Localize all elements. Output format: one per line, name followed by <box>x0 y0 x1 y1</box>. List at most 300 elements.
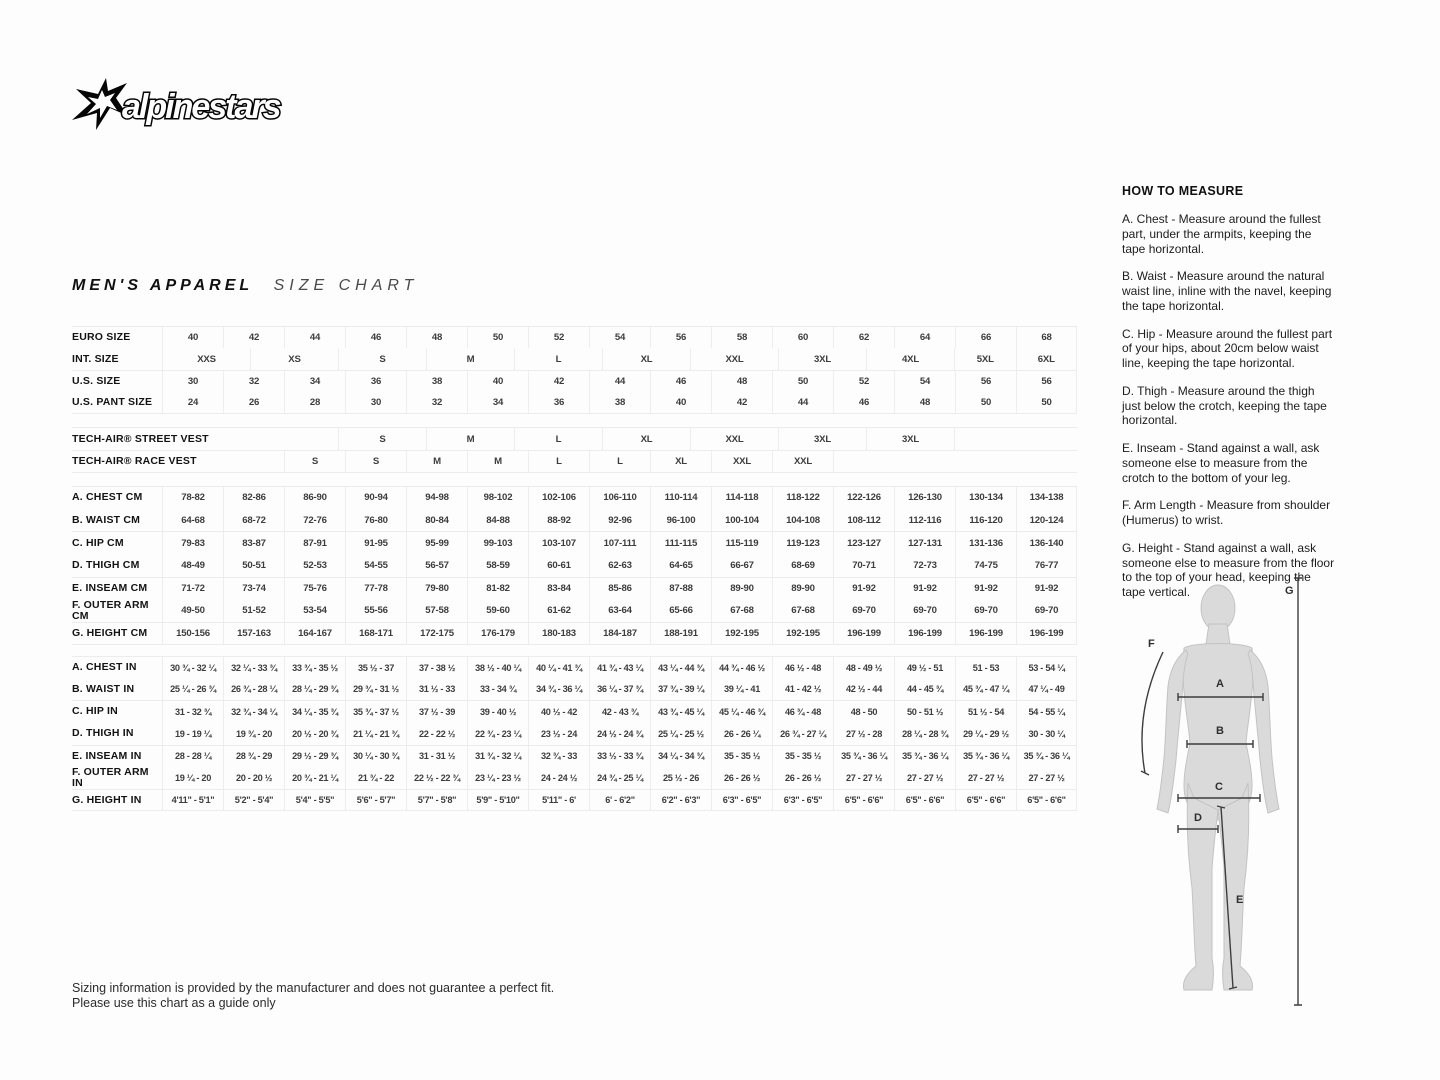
size-cell: 21 ¾ - 22 <box>345 767 406 789</box>
size-cell: 123-127 <box>833 532 894 554</box>
size-cell: 39 - 40 ½ <box>467 701 528 722</box>
table-row <box>72 370 1077 392</box>
size-cell: 35 ¾ - 36 ¼ <box>833 746 894 767</box>
size-cell: 44 ¾ - 46 ½ <box>711 657 772 678</box>
size-cell: 60-61 <box>528 554 589 577</box>
size-cell: 37 ¾ - 39 ¼ <box>650 678 711 700</box>
size-cell: 29 ¼ - 29 ½ <box>955 723 1016 745</box>
size-cell: 184-187 <box>589 623 650 644</box>
size-cell: 5'11" - 6' <box>528 790 589 810</box>
row-cells <box>162 532 1077 554</box>
size-cell: 23 ½ - 24 <box>528 723 589 745</box>
size-cell: 26 ¾ - 28 ¼ <box>223 678 284 700</box>
size-cell: 95-99 <box>406 532 467 554</box>
size-cell: 68-72 <box>223 509 284 532</box>
size-cell <box>1016 428 1078 450</box>
size-cell: 62 <box>833 327 894 348</box>
size-cell: 56-57 <box>406 554 467 577</box>
size-cell: 104-108 <box>772 509 833 532</box>
row-cells <box>162 701 1077 722</box>
table-row <box>72 554 1077 577</box>
size-cell: 36 <box>528 392 589 413</box>
size-cell: 122-126 <box>833 487 894 509</box>
row-label: U.S. PANT SIZE <box>72 396 153 408</box>
row-cells <box>162 790 1077 810</box>
size-cell: 5'2" - 5'4" <box>223 790 284 810</box>
size-cell: 134-138 <box>1016 487 1077 509</box>
row-cells <box>162 348 1077 370</box>
size-cell: 79-80 <box>406 578 467 600</box>
size-cell: XL <box>602 428 690 450</box>
size-cell: 20 ½ - 20 ¾ <box>284 723 345 745</box>
row-cells <box>162 599 1077 622</box>
table-row <box>72 656 1077 678</box>
size-cell: 27 - 27 ½ <box>833 767 894 789</box>
size-cell: 34 ¼ - 34 ¾ <box>650 746 711 767</box>
size-cell: 32 ¾ - 34 ¼ <box>223 701 284 722</box>
size-cell: 188-191 <box>650 623 711 644</box>
size-cell: 192-195 <box>772 623 833 644</box>
size-cell: 91-95 <box>345 532 406 554</box>
size-cell: 66-67 <box>711 554 772 577</box>
table-row <box>72 789 1077 811</box>
size-cell: 31 ½ - 33 <box>406 678 467 700</box>
size-cell: 91-92 <box>955 578 1016 600</box>
size-cell: 24 ½ - 24 ¾ <box>589 723 650 745</box>
size-cell: 50 - 51 ½ <box>894 701 955 722</box>
size-cell: 107-111 <box>589 532 650 554</box>
size-cell: 24 <box>162 392 223 413</box>
size-cell: 127-131 <box>894 532 955 554</box>
size-cell: 3XL <box>778 348 866 370</box>
size-cell: 48 - 50 <box>833 701 894 722</box>
size-cell: 35 ¾ - 37 ½ <box>345 701 406 722</box>
row-cells <box>162 767 1077 789</box>
size-cell: 112-116 <box>894 509 955 532</box>
size-cell <box>833 451 894 472</box>
size-cell: 33 ½ - 33 ¾ <box>589 746 650 767</box>
row-label: D. THIGH CM <box>72 558 140 571</box>
size-cell: 61-62 <box>528 599 589 622</box>
size-cell: 30 ¼ - 30 ¾ <box>345 746 406 767</box>
row-label: G. HEIGHT IN <box>72 793 142 806</box>
row-cells <box>162 578 1077 600</box>
size-cell: XS <box>250 348 338 370</box>
size-cell: 24 ¾ - 25 ¼ <box>589 767 650 789</box>
size-cell: 46 ¾ - 48 <box>772 701 833 722</box>
measure-instruction: A. Chest - Measure around the fullest part, under the armpits, keeping the tape horizontal. <box>1122 212 1321 256</box>
size-cell: 44 <box>772 392 833 413</box>
size-cell: 92-96 <box>589 509 650 532</box>
size-cell: 99-103 <box>467 532 528 554</box>
size-cell: 26 - 26 ½ <box>711 767 772 789</box>
size-cell: S <box>345 451 406 472</box>
mark-d: D <box>1194 812 1202 824</box>
size-cell: 38 <box>589 392 650 413</box>
size-cell: M <box>426 348 514 370</box>
size-cell: L <box>589 451 650 472</box>
size-cell: 180-183 <box>528 623 589 644</box>
size-cell: 45 ¾ - 47 ¼ <box>955 678 1016 700</box>
size-cell: 30 <box>162 371 223 392</box>
mark-b: B <box>1216 725 1224 737</box>
size-cell: 63-64 <box>589 599 650 622</box>
alpinestars-logo <box>70 76 330 139</box>
size-cell: 54 <box>589 327 650 348</box>
size-cell: 150-156 <box>162 623 223 644</box>
size-cell: 100-104 <box>711 509 772 532</box>
size-cell: 164-167 <box>284 623 345 644</box>
size-cell: 20 - 20 ½ <box>223 767 284 789</box>
size-cell <box>955 451 1016 472</box>
size-cell: 6XL <box>1016 348 1078 370</box>
size-cell: 39 ¼ - 41 <box>711 678 772 700</box>
size-cell: 38 ½ - 40 ¼ <box>467 657 528 678</box>
size-cell: 44 - 45 ¾ <box>894 678 955 700</box>
table-row <box>72 678 1077 700</box>
mark-e: E <box>1236 894 1244 906</box>
size-cell: 41 - 42 ½ <box>772 678 833 700</box>
measure-instruction: G. Height - Stand against a wall, ask someone else to measure from the floor to the top of your head, keeping the tape vertical. <box>1122 540 1335 599</box>
size-cell: 84-88 <box>467 509 528 532</box>
size-cell: 28 - 28 ¼ <box>162 746 223 767</box>
size-cell: 196-199 <box>833 623 894 644</box>
size-cell: 59-60 <box>467 599 528 622</box>
size-cell: 79-83 <box>162 532 223 554</box>
how-to-measure-items <box>1122 212 1336 600</box>
row-label: F. OUTER ARM CM <box>72 598 149 622</box>
size-cell: 34 <box>284 371 345 392</box>
table-row <box>72 622 1077 645</box>
row-cells <box>162 509 1077 532</box>
size-cell: 110-114 <box>650 487 711 509</box>
size-cell: 42 <box>528 371 589 392</box>
size-cell: 53 - 54 ¼ <box>1016 657 1077 678</box>
size-cell: 66 <box>955 327 1016 348</box>
size-cell: 4XL <box>866 348 954 370</box>
size-cell: 30 <box>345 392 406 413</box>
size-cell: 45 ¼ - 46 ¾ <box>711 701 772 722</box>
row-label: A. CHEST CM <box>72 491 143 504</box>
size-cell: 42 <box>711 392 772 413</box>
page-title-primary: MEN'S APPAREL <box>72 277 254 294</box>
table-row <box>72 700 1077 722</box>
size-cell: 25 ¼ - 26 ¾ <box>162 678 223 700</box>
size-cell: 3XL <box>866 428 954 450</box>
size-cell: 42 ½ - 44 <box>833 678 894 700</box>
size-cell: 50 <box>955 392 1016 413</box>
size-cell: 26 ¾ - 27 ¼ <box>772 723 833 745</box>
size-cell <box>223 451 284 472</box>
size-cell: 26 - 26 ½ <box>772 767 833 789</box>
disclaimer <box>72 981 554 1011</box>
size-cell: 22 - 22 ½ <box>406 723 467 745</box>
row-cells <box>162 428 1077 450</box>
size-cell: 73-74 <box>223 578 284 600</box>
size-cell: 82-86 <box>223 487 284 509</box>
table-row <box>72 531 1077 554</box>
size-cell: 71-72 <box>162 578 223 600</box>
size-cell: XL <box>602 348 690 370</box>
size-cell: 26 <box>223 392 284 413</box>
size-cell: 48 <box>711 371 772 392</box>
size-cell: 56 <box>650 327 711 348</box>
size-cell: 40 <box>162 327 223 348</box>
size-cell: 40 ¼ - 41 ¾ <box>528 657 589 678</box>
row-cells <box>162 623 1077 644</box>
size-cell: 89-90 <box>711 578 772 600</box>
size-cell: 19 ¾ - 20 <box>223 723 284 745</box>
size-cell: L <box>528 451 589 472</box>
size-cell: 64-65 <box>650 554 711 577</box>
size-cell: 80-84 <box>406 509 467 532</box>
size-cell: 118-122 <box>772 487 833 509</box>
size-cell: 4'11" - 5'1" <box>162 790 223 810</box>
size-cell: 86-90 <box>284 487 345 509</box>
size-cell: 38 <box>406 371 467 392</box>
size-cell: 64 <box>894 327 955 348</box>
size-cell: 77-78 <box>345 578 406 600</box>
size-cell: 44 <box>589 371 650 392</box>
size-cell: 168-171 <box>345 623 406 644</box>
size-cell: 34 ¾ - 36 ¼ <box>528 678 589 700</box>
table-row <box>72 427 1077 450</box>
size-cell: 32 ¾ - 33 <box>528 746 589 767</box>
size-cell: 32 ¼ - 33 ¾ <box>223 657 284 678</box>
size-cell: 91-92 <box>894 578 955 600</box>
size-cell: 52 <box>528 327 589 348</box>
row-label: C. HIP IN <box>72 705 118 718</box>
size-cell: 68 <box>1016 327 1077 348</box>
disclaimer-line-1: Sizing information is provided by the manufacturer and does not guarantee a perfect fit. <box>72 981 555 995</box>
size-cell: 6'2" - 6'3" <box>650 790 711 810</box>
size-cell: L <box>514 428 602 450</box>
size-cell: 108-112 <box>833 509 894 532</box>
size-cell: 88-92 <box>528 509 589 532</box>
size-cell <box>894 451 955 472</box>
mark-g: G <box>1285 585 1294 597</box>
size-cell: 35 - 35 ½ <box>772 746 833 767</box>
row-label: U.S. SIZE <box>72 375 121 387</box>
row-cells <box>162 451 1077 472</box>
mark-a: A <box>1216 678 1224 690</box>
size-cell: 76-77 <box>1016 554 1077 577</box>
size-cell: 28 <box>284 392 345 413</box>
size-cell: 35 ¾ - 36 ¼ <box>1016 746 1077 767</box>
size-cell: 50 <box>772 371 833 392</box>
row-label: C. HIP CM <box>72 536 124 549</box>
size-cell: XXS <box>162 348 250 370</box>
size-cell: 76-80 <box>345 509 406 532</box>
size-cell: 41 ¾ - 43 ¼ <box>589 657 650 678</box>
row-label: TECH-AIR® STREET VEST <box>72 432 209 445</box>
size-cell: 176-179 <box>467 623 528 644</box>
size-cell: 85-86 <box>589 578 650 600</box>
table-section-cm <box>72 486 1077 645</box>
mark-c: C <box>1215 781 1223 793</box>
size-cell: 72-76 <box>284 509 345 532</box>
size-cell: 57-58 <box>406 599 467 622</box>
size-cell: 34 <box>467 392 528 413</box>
size-cell: 102-106 <box>528 487 589 509</box>
row-cells <box>162 371 1077 392</box>
table-row <box>72 392 1077 414</box>
size-cell: 51 ½ - 54 <box>955 701 1016 722</box>
size-cell: 131-136 <box>955 532 1016 554</box>
size-cell: 58-59 <box>467 554 528 577</box>
size-cell: 28 ¼ - 29 ¾ <box>284 678 345 700</box>
size-cell: 69-70 <box>833 599 894 622</box>
measure-instruction: D. Thigh - Measure around the thigh just below the crotch, keeping the tape horizontal. <box>1122 383 1327 428</box>
size-cell: 49-50 <box>162 599 223 622</box>
size-cell: 119-123 <box>772 532 833 554</box>
size-cell: 6'5" - 6'6" <box>955 790 1016 810</box>
table-row <box>72 745 1077 767</box>
size-cell: 56 <box>1016 371 1077 392</box>
table-row <box>72 723 1077 745</box>
size-cell: 69-70 <box>1016 599 1077 622</box>
row-cells <box>162 746 1077 767</box>
size-cell: 68-69 <box>772 554 833 577</box>
size-cell: 157-163 <box>223 623 284 644</box>
size-cell: M <box>426 428 514 450</box>
size-cell: L <box>514 348 602 370</box>
size-cell: 91-92 <box>833 578 894 600</box>
how-to-measure-title: HOW TO MEASURE <box>1122 184 1244 198</box>
size-cell: 64-68 <box>162 509 223 532</box>
row-label: E. INSEAM IN <box>72 749 142 762</box>
size-cell: 46 ½ - 48 <box>772 657 833 678</box>
size-table <box>72 326 1077 818</box>
row-label: B. WAIST IN <box>72 682 135 695</box>
size-cell: 67-68 <box>711 599 772 622</box>
size-cell: XXL <box>711 451 772 472</box>
size-cell: 172-175 <box>406 623 467 644</box>
table-row <box>72 486 1077 509</box>
size-cell: 42 <box>223 327 284 348</box>
size-cell: 48 - 49 ½ <box>833 657 894 678</box>
mark-f: F <box>1148 638 1155 650</box>
size-cell: 5'9" - 5'10" <box>467 790 528 810</box>
size-cell: 55-56 <box>345 599 406 622</box>
measurement-figure <box>1132 568 1317 1013</box>
page-title-secondary: SIZE CHART <box>273 277 419 294</box>
size-cell: 75-76 <box>284 578 345 600</box>
size-cell: 48 <box>406 327 467 348</box>
size-cell: S <box>338 348 426 370</box>
size-cell: 87-91 <box>284 532 345 554</box>
size-cell: XXL <box>772 451 833 472</box>
size-cell: 6'5" - 6'6" <box>1016 790 1077 810</box>
size-cell: 6'3" - 6'5" <box>711 790 772 810</box>
size-cell: 24 - 24 ½ <box>528 767 589 789</box>
table-row <box>72 577 1077 600</box>
size-cell: 78-82 <box>162 487 223 509</box>
size-cell: 28 ¼ - 28 ¾ <box>894 723 955 745</box>
size-cell: 46 <box>833 392 894 413</box>
how-to-measure-panel <box>1122 184 1336 613</box>
size-cell: XL <box>650 451 711 472</box>
size-cell: 31 ¾ - 32 ¼ <box>467 746 528 767</box>
table-section-sizes <box>72 326 1077 414</box>
size-cell: 26 - 26 ¼ <box>711 723 772 745</box>
size-cell: 53-54 <box>284 599 345 622</box>
row-cells <box>162 723 1077 745</box>
size-cell: 111-115 <box>650 532 711 554</box>
size-cell: 67-68 <box>772 599 833 622</box>
size-cell: 40 <box>650 392 711 413</box>
size-cell: 36 <box>345 371 406 392</box>
table-row <box>72 599 1077 622</box>
size-cell: 116-120 <box>955 509 1016 532</box>
size-cell: 44 <box>284 327 345 348</box>
size-cell: 54 - 55 ¼ <box>1016 701 1077 722</box>
size-cell: 6'3" - 6'5" <box>772 790 833 810</box>
size-cell: 192-195 <box>711 623 772 644</box>
size-cell: 40 <box>467 371 528 392</box>
size-cell: 29 ¾ - 31 ½ <box>345 678 406 700</box>
size-cell: 98-102 <box>467 487 528 509</box>
size-cell: 196-199 <box>1016 623 1077 644</box>
size-cell: 96-100 <box>650 509 711 532</box>
size-cell: 35 ¾ - 36 ¼ <box>955 746 1016 767</box>
size-cell: 103-107 <box>528 532 589 554</box>
measure-instruction: B. Waist - Measure around the natural waist line, inline with the navel, keeping the tape horizontal. <box>1122 269 1332 313</box>
size-cell: 72-73 <box>894 554 955 577</box>
alpinestars-star-icon <box>72 78 128 130</box>
size-cell: 22 ½ - 22 ¾ <box>406 767 467 789</box>
size-cell: 31 - 32 ¾ <box>162 701 223 722</box>
row-cells <box>162 657 1077 678</box>
size-cell: 48-49 <box>162 554 223 577</box>
table-row <box>72 348 1077 370</box>
size-cell: 52-53 <box>284 554 345 577</box>
size-cell: 35 ¾ - 36 ¼ <box>894 746 955 767</box>
size-cell: 40 ½ - 42 <box>528 701 589 722</box>
size-cell: 62-63 <box>589 554 650 577</box>
size-cell: 33 ¾ - 35 ½ <box>284 657 345 678</box>
disclaimer-line-2: Please use this chart as a guide only <box>72 996 276 1010</box>
row-cells <box>162 392 1077 413</box>
size-cell: 30 ¾ - 32 ¼ <box>162 657 223 678</box>
page-title <box>72 277 418 295</box>
size-cell: 27 - 27 ½ <box>955 767 1016 789</box>
size-cell: 32 <box>223 371 284 392</box>
size-cell: 126-130 <box>894 487 955 509</box>
size-cell: 27 - 27 ½ <box>894 767 955 789</box>
size-cell: 37 - 38 ½ <box>406 657 467 678</box>
size-cell: 37 ½ - 39 <box>406 701 467 722</box>
size-cell: 51 - 53 <box>955 657 1016 678</box>
size-cell: 83-84 <box>528 578 589 600</box>
size-cell: 6'5" - 6'6" <box>894 790 955 810</box>
size-cell: 130-134 <box>955 487 1016 509</box>
size-cell: 70-71 <box>833 554 894 577</box>
size-cell: 120-124 <box>1016 509 1077 532</box>
row-label: TECH-AIR® RACE VEST <box>72 455 197 467</box>
size-cell: 49 ½ - 51 <box>894 657 955 678</box>
size-cell: 5'7" - 5'8" <box>406 790 467 810</box>
size-cell: 50-51 <box>223 554 284 577</box>
size-cell: 28 ¾ - 29 <box>223 746 284 767</box>
logo-wordmark: alpinestars <box>122 88 280 126</box>
size-cell: 32 <box>406 392 467 413</box>
size-cell: 136-140 <box>1016 532 1077 554</box>
size-cell: 30 - 30 ¼ <box>1016 723 1077 745</box>
size-cell: 58 <box>711 327 772 348</box>
size-cell: 34 ¼ - 35 ¾ <box>284 701 345 722</box>
row-label: G. HEIGHT CM <box>72 626 148 639</box>
